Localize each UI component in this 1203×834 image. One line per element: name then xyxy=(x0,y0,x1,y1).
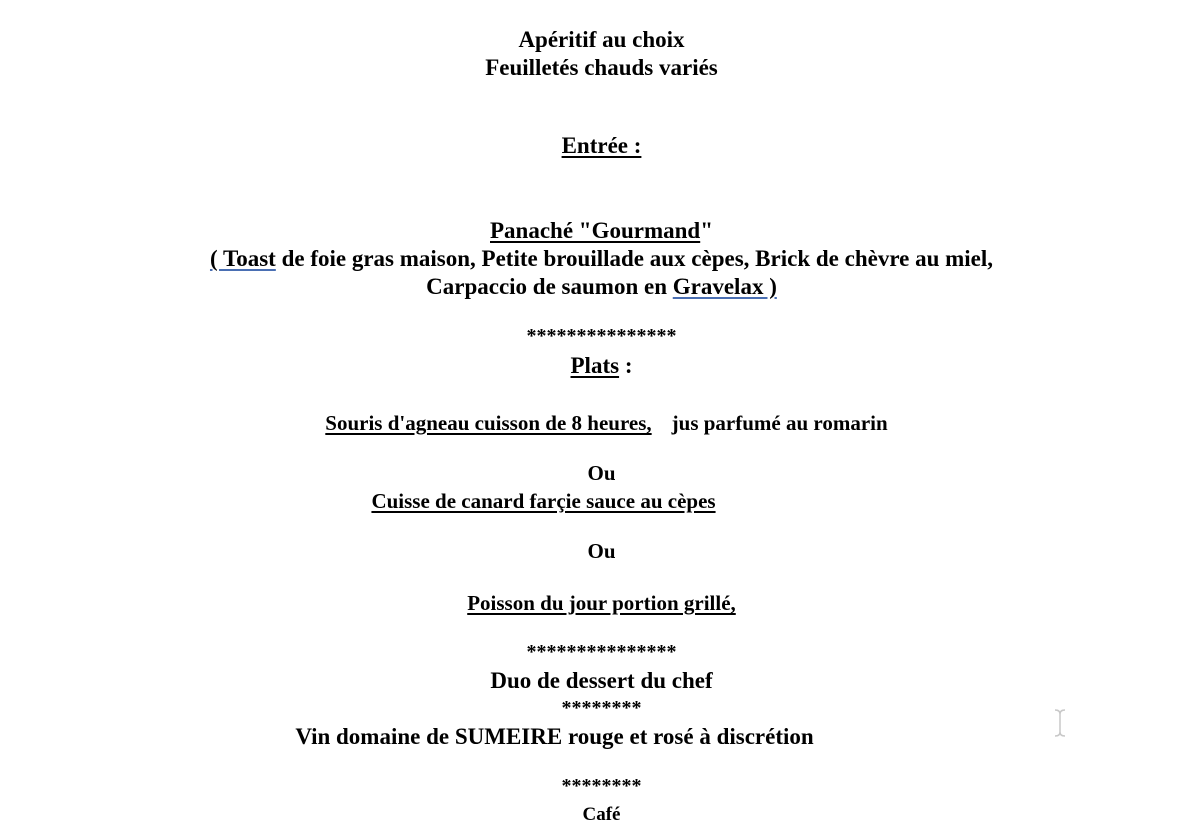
separator-2-text: *************** xyxy=(526,641,677,663)
feuilletes-line xyxy=(0,54,1203,82)
ou-text-2: Ou xyxy=(587,539,616,563)
plat-3-text: Poisson du jour portion grillé, xyxy=(467,591,736,615)
plats-heading-colon: : xyxy=(619,353,633,378)
separator-1-text: *************** xyxy=(526,325,677,347)
separator-3 xyxy=(0,694,1203,722)
entree-description-line-2 xyxy=(0,273,1203,301)
vin-text: Vin domaine de SUMEIRE rouge et rosé à discrétion xyxy=(295,724,814,749)
entree-line2-start: Carpaccio de saumon en xyxy=(426,274,673,299)
separator-1 xyxy=(0,322,1203,350)
separator-4-text: ******** xyxy=(561,775,642,797)
vin-line xyxy=(0,723,1156,751)
separator-3-text: ******** xyxy=(561,697,642,719)
feuilletes-text: Feuilletés chauds variés xyxy=(485,55,718,80)
panache-title-quote: " xyxy=(700,218,713,243)
plat-3-line xyxy=(0,589,1203,617)
ou-text-1: Ou xyxy=(587,461,616,485)
plat-1-line xyxy=(0,409,1203,437)
aperitif-line xyxy=(0,26,1203,54)
entree-gravelax-text: Gravelax ) xyxy=(672,274,777,299)
text-cursor-icon xyxy=(1050,708,1070,738)
entree-heading xyxy=(0,132,1203,160)
ou-line-2 xyxy=(0,537,1203,565)
entree-description-line-1 xyxy=(0,245,1203,273)
cafe-text: Café xyxy=(582,804,621,825)
panache-title-text: Panaché "Gourmand xyxy=(490,218,701,243)
plat-1-main xyxy=(315,411,661,435)
plat-2-line xyxy=(0,487,1145,515)
panache-title xyxy=(0,217,1203,245)
plats-heading xyxy=(0,352,1203,380)
entree-line1-rest: de foie gras maison, Petite brouillade aux cèpes, Brick de chèvre au miel, xyxy=(275,246,994,271)
entree-toast-text: ( Toast xyxy=(209,246,276,271)
ou-line-1 xyxy=(0,459,1203,487)
dessert-text: Duo de dessert du chef xyxy=(490,668,713,693)
plat-1-suffix: jus parfumé au romarin xyxy=(671,411,888,435)
cafe-line xyxy=(0,801,1203,829)
plats-heading-text: Plats xyxy=(570,353,620,378)
aperitif-text: Apéritif au choix xyxy=(518,27,685,52)
dessert-line xyxy=(0,667,1203,695)
entree-heading-text: Entrée : xyxy=(561,133,642,158)
plat-1-main-text: Souris d'agneau cuisson de 8 heures, xyxy=(325,411,652,435)
separator-2 xyxy=(0,638,1203,666)
plat-2-text: Cuisse de canard farçie sauce au cèpes xyxy=(371,489,716,513)
separator-4 xyxy=(0,772,1203,800)
